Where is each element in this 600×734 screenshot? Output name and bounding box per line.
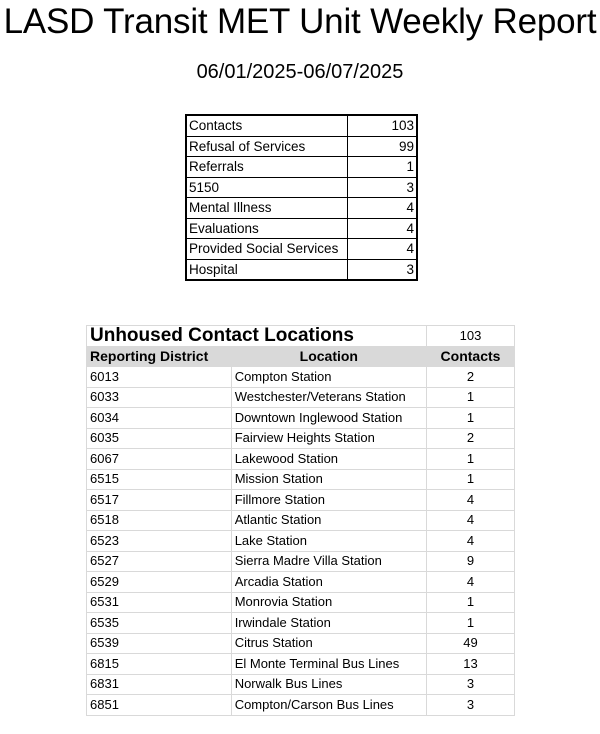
table-row [87, 408, 515, 429]
location-cell: Irwindale Station [231, 613, 426, 634]
summary-value: 4 [348, 218, 418, 239]
district-cell: 6035 [87, 428, 232, 449]
table-row [87, 654, 515, 675]
contacts-cell: 3 [426, 674, 514, 695]
table-row [87, 572, 515, 593]
report-date-range: 06/01/2025-06/07/2025 [196, 61, 404, 83]
contacts-cell: 4 [426, 572, 514, 593]
summary-label: 5150 [186, 177, 348, 198]
summary-row [186, 115, 417, 136]
district-cell: 6034 [87, 408, 232, 429]
locations-header-row [87, 346, 515, 367]
location-cell: Lake Station [231, 531, 426, 552]
location-cell: Compton Station [231, 367, 426, 388]
location-cell: El Monte Terminal Bus Lines [231, 654, 426, 675]
district-cell: 6831 [87, 674, 232, 695]
contacts-cell: 9 [426, 551, 514, 572]
table-row [87, 633, 515, 654]
table-row [87, 428, 515, 449]
summary-value: 1 [348, 157, 418, 178]
summary-table [185, 114, 418, 281]
contacts-cell: 1 [426, 469, 514, 490]
table-row [87, 551, 515, 572]
summary-label: Contacts [186, 115, 348, 136]
table-row [87, 387, 515, 408]
contacts-cell: 1 [426, 449, 514, 470]
district-cell: 6013 [87, 367, 232, 388]
contacts-cell: 49 [426, 633, 514, 654]
location-cell: Westchester/Veterans Station [231, 387, 426, 408]
summary-label: Mental Illness [186, 198, 348, 219]
district-cell: 6067 [87, 449, 232, 470]
location-cell: Fillmore Station [231, 490, 426, 511]
table-row [87, 510, 515, 531]
contacts-cell: 2 [426, 367, 514, 388]
column-header-contacts: Contacts [426, 346, 514, 367]
summary-row [186, 198, 417, 219]
district-cell: 6517 [87, 490, 232, 511]
table-row [87, 674, 515, 695]
district-cell: 6033 [87, 387, 232, 408]
district-cell: 6529 [87, 572, 232, 593]
location-cell: Fairview Heights Station [231, 428, 426, 449]
locations-section [86, 325, 515, 716]
contacts-cell: 3 [426, 695, 514, 716]
location-cell: Sierra Madre Villa Station [231, 551, 426, 572]
summary-label: Hospital [186, 259, 348, 280]
summary-label: Evaluations [186, 218, 348, 239]
location-cell: Citrus Station [231, 633, 426, 654]
contacts-cell: 4 [426, 531, 514, 552]
location-cell: Mission Station [231, 469, 426, 490]
contacts-cell: 1 [426, 592, 514, 613]
location-cell: Compton/Carson Bus Lines [231, 695, 426, 716]
table-row [87, 695, 515, 716]
district-cell: 6539 [87, 633, 232, 654]
summary-value: 4 [348, 198, 418, 219]
district-cell: 6518 [87, 510, 232, 531]
contacts-cell: 1 [426, 613, 514, 634]
contacts-cell: 4 [426, 490, 514, 511]
summary-label: Provided Social Services [186, 239, 348, 260]
summary-row [186, 239, 417, 260]
table-row [87, 613, 515, 634]
summary-value: 3 [348, 177, 418, 198]
contacts-cell: 2 [426, 428, 514, 449]
location-cell: Atlantic Station [231, 510, 426, 531]
summary-value: 3 [348, 259, 418, 280]
locations-table [86, 325, 515, 716]
contacts-cell: 1 [426, 408, 514, 429]
district-cell: 6535 [87, 613, 232, 634]
column-header-district: Reporting District [87, 346, 232, 367]
location-cell: Monrovia Station [231, 592, 426, 613]
summary-row [186, 177, 417, 198]
district-cell: 6527 [87, 551, 232, 572]
summary-value: 4 [348, 239, 418, 260]
location-cell: Norwalk Bus Lines [231, 674, 426, 695]
table-row [87, 490, 515, 511]
contacts-cell: 1 [426, 387, 514, 408]
contacts-cell: 4 [426, 510, 514, 531]
summary-row [186, 259, 417, 280]
district-cell: 6851 [87, 695, 232, 716]
district-cell: 6815 [87, 654, 232, 675]
district-cell: 6523 [87, 531, 232, 552]
locations-title: Unhoused Contact Locations [87, 326, 427, 347]
report-title: LASD Transit MET Unit Weekly Report [3, 2, 597, 41]
location-cell: Arcadia Station [231, 572, 426, 593]
summary-value: 99 [348, 136, 418, 157]
district-cell: 6531 [87, 592, 232, 613]
column-header-location: Location [231, 346, 426, 367]
summary-label: Referrals [186, 157, 348, 178]
summary-row [186, 157, 417, 178]
summary-label: Refusal of Services [186, 136, 348, 157]
summary-row [186, 136, 417, 157]
locations-total: 103 [426, 326, 514, 347]
locations-title-row [87, 326, 515, 347]
contacts-cell: 13 [426, 654, 514, 675]
table-row [87, 367, 515, 388]
table-row [87, 531, 515, 552]
location-cell: Downtown Inglewood Station [231, 408, 426, 429]
table-row [87, 469, 515, 490]
table-row [87, 592, 515, 613]
location-cell: Lakewood Station [231, 449, 426, 470]
table-row [87, 449, 515, 470]
summary-row [186, 218, 417, 239]
district-cell: 6515 [87, 469, 232, 490]
summary-value: 103 [348, 115, 418, 136]
